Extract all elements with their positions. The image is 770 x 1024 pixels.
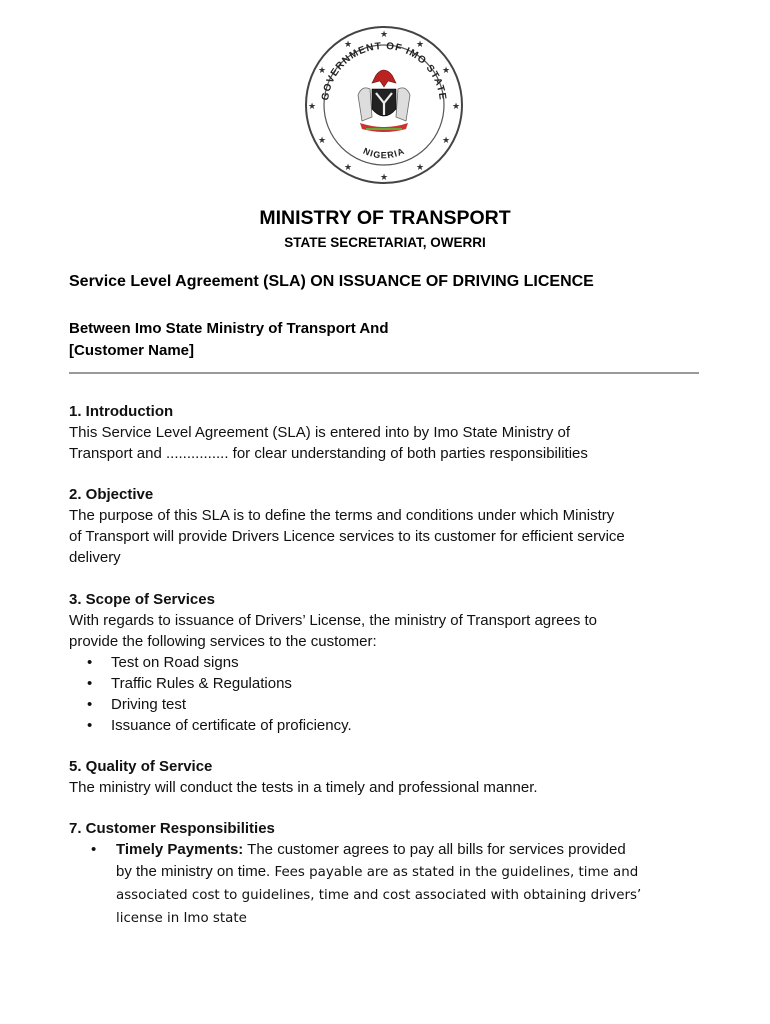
section-text: The purpose of this SLA is to define the terms and conditions under which Ministry (69, 507, 615, 524)
section-heading: 7. Customer Responsibilities (69, 820, 275, 837)
svg-text:★: ★ (317, 66, 327, 76)
bullet-icon: • (87, 696, 93, 713)
ministry-title: MINISTRY OF TRANSPORT (259, 207, 511, 229)
horizontal-divider (69, 372, 699, 374)
section-introduction (69, 401, 709, 464)
section-heading: 5. Quality of Service (69, 758, 213, 775)
bullet-icon: • (87, 675, 93, 692)
svg-text:★: ★ (441, 66, 451, 76)
svg-text:★: ★ (379, 30, 389, 40)
svg-text:NIGERIA: NIGERIA (361, 145, 407, 161)
section-text: provide the following services to the customer: (69, 633, 377, 650)
parties-line: Between Imo State Ministry of Transport And (69, 320, 389, 337)
svg-text:★: ★ (441, 136, 451, 146)
svg-text:★: ★ (317, 136, 327, 146)
agreement-title: Service Level Agreement (SLA) ON ISSUANCE OF DRIVING LICENCE (69, 273, 594, 290)
svg-text:GOVERNMENT OF IMO STATE: GOVERNMENT OF IMO STATE (320, 40, 448, 102)
list-item: • Test on Road signs (87, 654, 239, 671)
bullet-icon: • (87, 717, 93, 734)
section-text: This Service Level Agreement (SLA) is entered into by Imo State Ministry of (69, 424, 571, 441)
state-seal-logo (300, 25, 468, 185)
svg-text:★: ★ (415, 163, 425, 173)
section-scope (69, 589, 709, 736)
section-text: With regards to issuance of Drivers’ License, the ministry of Transport agrees to (69, 612, 597, 629)
parties-block (69, 318, 388, 362)
section-objective (69, 484, 709, 568)
customer-name-placeholder: [Customer Name] (69, 342, 195, 359)
svg-text:★: ★ (415, 40, 425, 50)
svg-text:★: ★ (451, 102, 461, 112)
list-item: • Traffic Rules & Regulations (87, 675, 292, 692)
section-text: The ministry will conduct the tests in a timely and professional manner. (69, 779, 538, 796)
svg-text:★: ★ (343, 40, 353, 50)
section-heading: 2. Objective (69, 486, 154, 503)
bullet-icon: • (91, 841, 97, 858)
section-quality (69, 756, 709, 798)
svg-text:★: ★ (307, 102, 317, 112)
list-item: • Timely Payments: The customer agrees to pay all bills for services provided by the ministry on time. Fees payable are as stated in the guidelines, time and associated cost to guidelines, time and cost associated with obtaining drivers’ license in Imo state (91, 841, 642, 926)
svg-text:★: ★ (379, 173, 389, 183)
item-label: Timely Payments: (116, 841, 244, 858)
section-responsibilities (69, 818, 729, 930)
section-heading: 1. Introduction (69, 403, 174, 420)
services-list (69, 652, 709, 736)
bullet-icon: • (87, 654, 93, 671)
section-text: of Transport will provide Drivers Licence services to its customer for efficient service (69, 528, 625, 545)
section-text: delivery (69, 549, 121, 566)
secretariat-subtitle: STATE SECRETARIAT, OWERRI (284, 235, 486, 250)
section-text: Transport and ............... for clear understanding of both parties responsibilities (69, 445, 588, 462)
list-item: • Issuance of certificate of proficiency. (87, 717, 352, 734)
svg-text:★: ★ (343, 163, 353, 173)
section-heading: 3. Scope of Services (69, 591, 215, 608)
list-item: • Driving test (87, 696, 187, 713)
